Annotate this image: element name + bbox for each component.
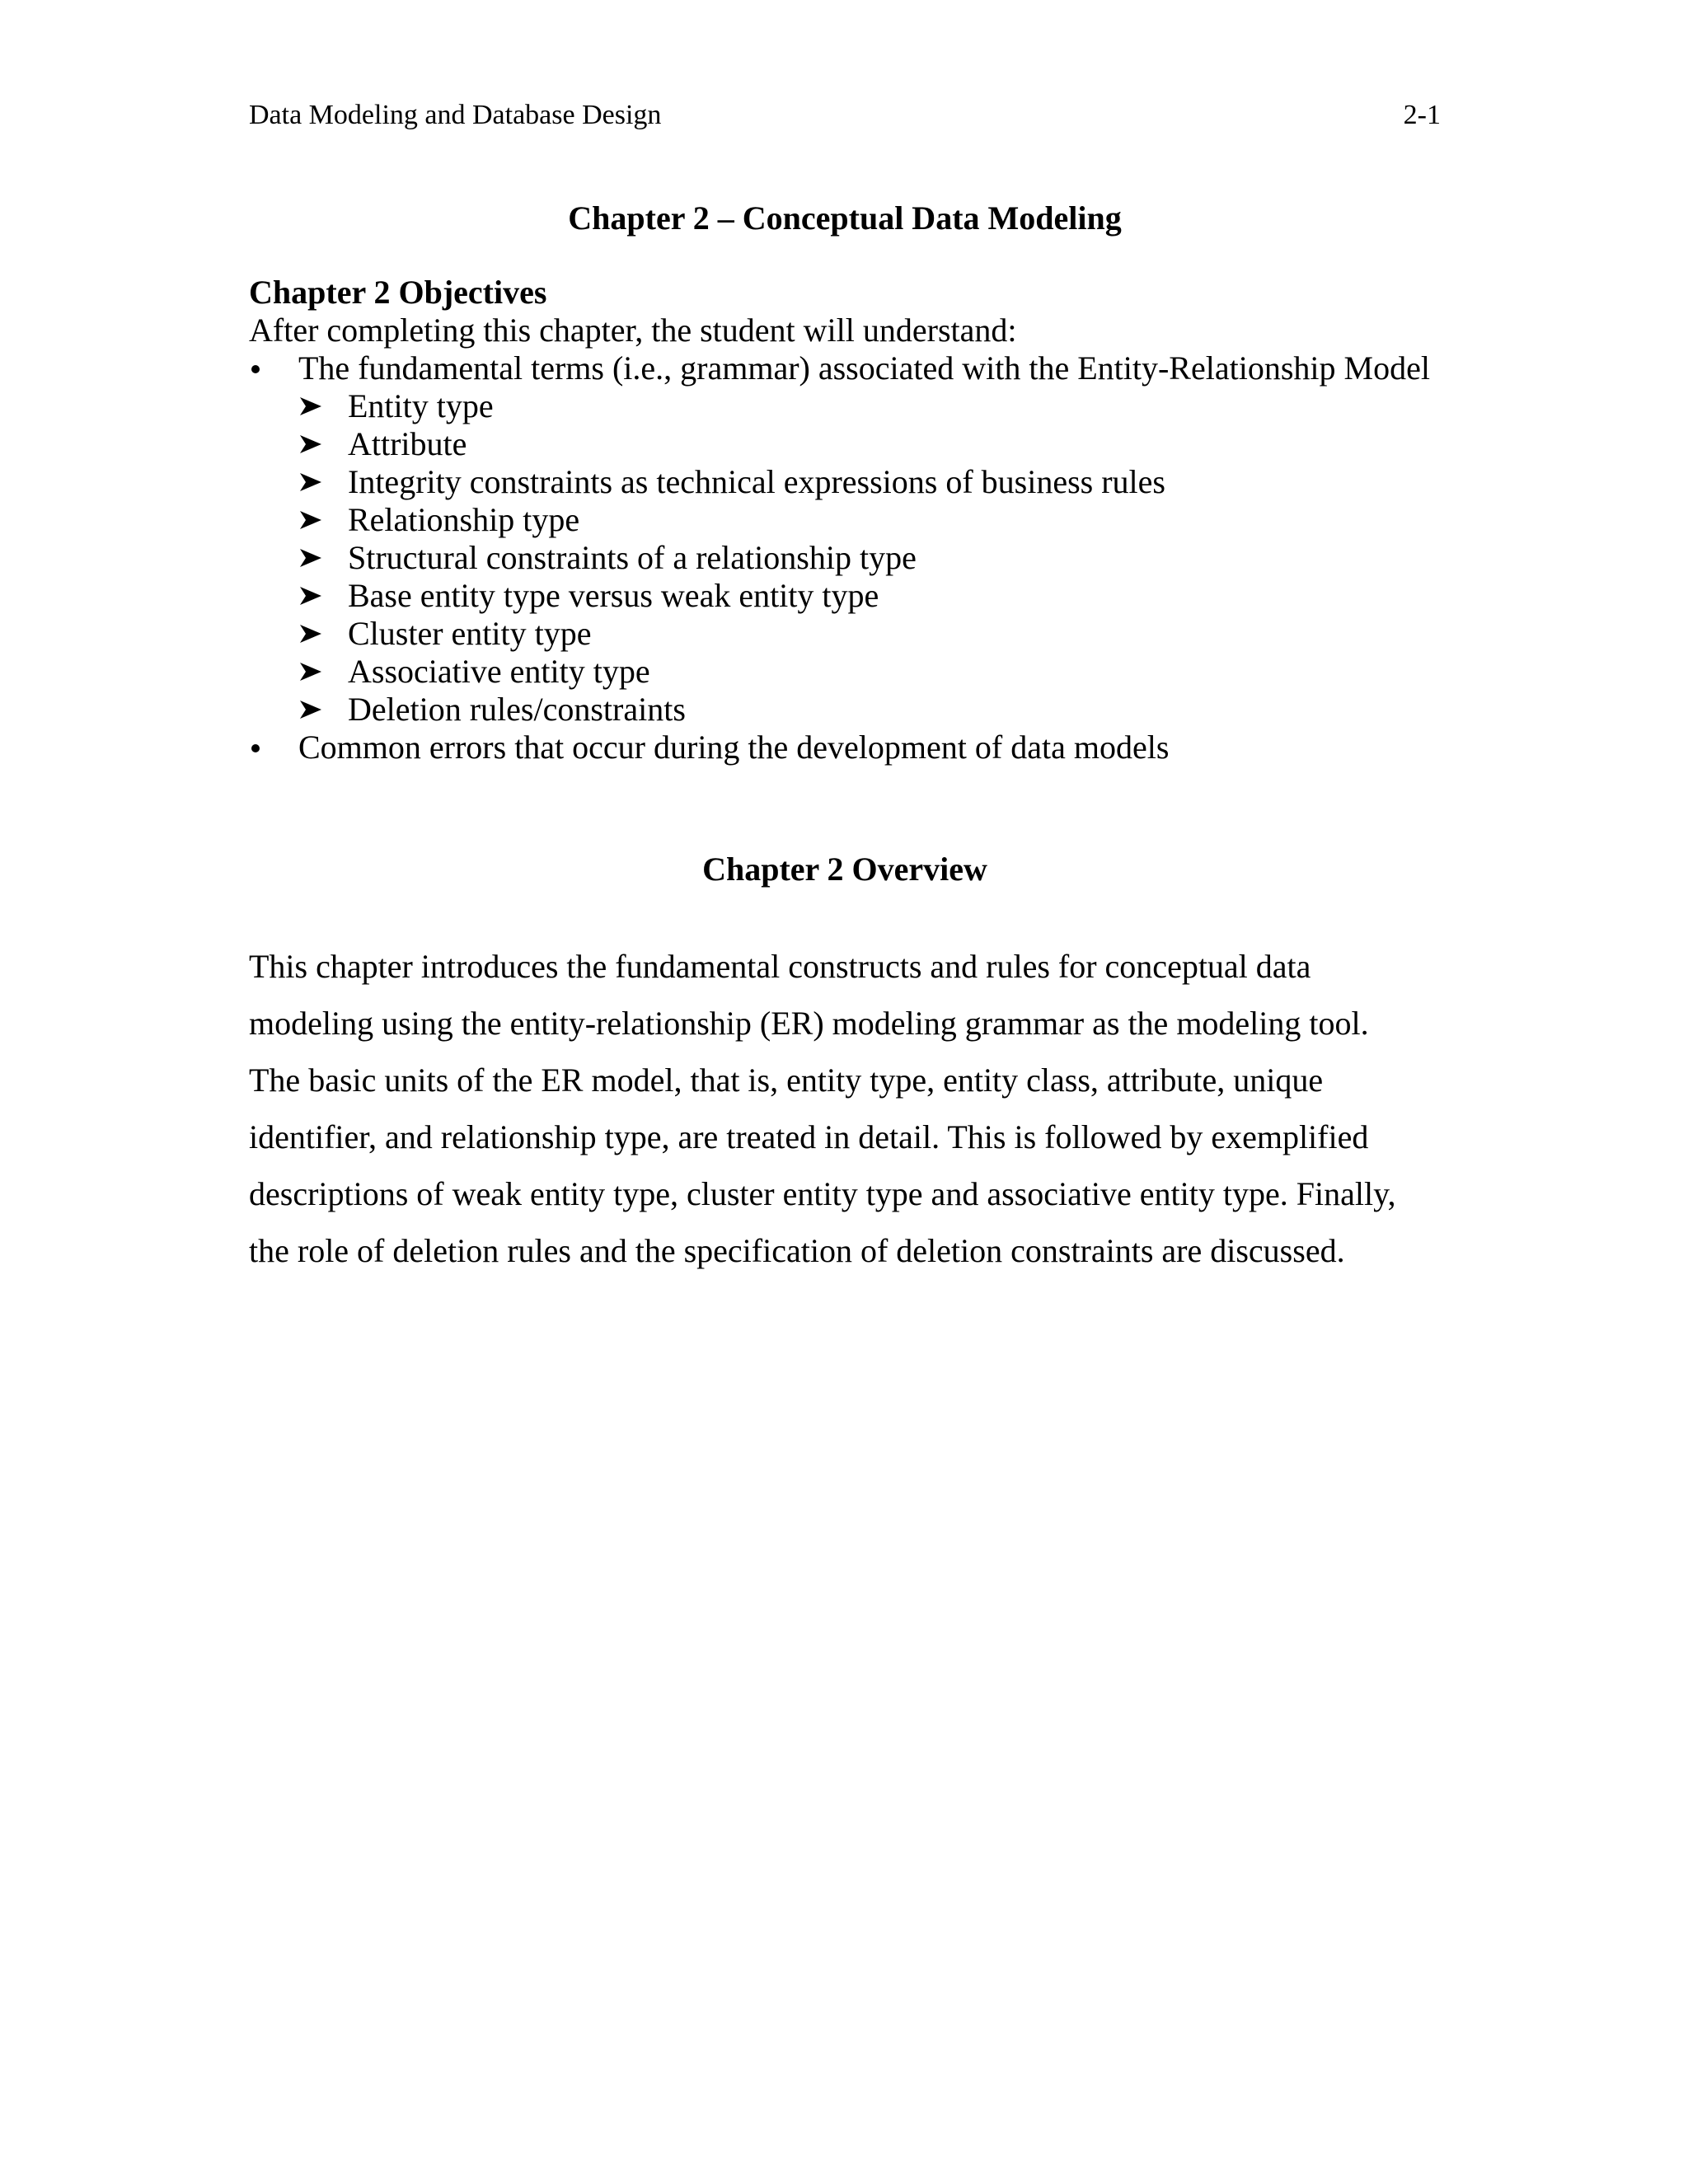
arrow-bullet-icon [298,700,323,719]
page-header [249,97,1441,134]
sub-list [298,387,1485,729]
objectives-list [249,349,1485,766]
sub-list-item-text: Base entity type versus weak entity type [348,577,879,614]
chapter-title: Chapter 2 – Conceptual Data Modeling [568,199,1122,237]
sub-list-item-text: Integrity constraints as technical expressions of business rules [348,463,1165,500]
list-item-text: The fundamental terms (i.e., grammar) associated with the Entity-Relationship Model [298,349,1430,387]
list-item [249,349,1485,729]
sub-list-item [298,615,1485,653]
overview-paragraph [249,938,1461,1279]
overview-line: modeling using the entity-relationship (ER) modeling grammar as the modeling tool. [249,1005,1369,1042]
overview-line: This chapter introduces the fundamental constructs and rules for conceptual data [249,948,1311,985]
arrow-bullet-icon [298,472,323,492]
arrow-bullet-icon [298,662,323,682]
overview-line: the role of deletion rules and the specification of deletion constraints are discussed. [249,1232,1345,1269]
overview-line: identifier, and relationship type, are treated in detail. This is followed by exemplified [249,1118,1369,1155]
arrow-bullet-icon [298,586,323,606]
sub-list-item [298,577,1485,615]
overview-line: The basic units of the ER model, that is, entity type, entity class, attribute, unique [249,1062,1324,1099]
sub-list-item-text: Relationship type [348,501,580,538]
arrow-bullet-icon [298,548,323,568]
list-item-text: Common errors that occur during the development of data models [298,729,1170,766]
arrow-bullet-icon [298,396,323,416]
sub-list-item-text: Entity type [348,387,494,424]
sub-list-item-text: Deletion rules/constraints [348,691,686,728]
bullet-icon [249,349,265,387]
arrow-bullet-icon [298,434,323,454]
arrow-bullet-icon [298,510,323,530]
page-number: 2-1 [1403,100,1441,130]
sub-list-item [298,463,1485,501]
sub-list-item [298,501,1485,539]
objectives-section [249,274,1485,766]
sub-list-item [298,539,1485,577]
overview-heading: Chapter 2 Overview [702,851,987,888]
overview-line: descriptions of weak entity type, cluster entity type and associative entity type. Finally, [249,1175,1396,1212]
sub-list-item [298,425,1485,463]
book-title: Data Modeling and Database Design [249,100,662,130]
bullet-icon [249,729,265,766]
arrow-bullet-icon [298,624,323,644]
sub-list-item [298,387,1485,425]
sub-list-item [298,691,1485,729]
sub-list-item-text: Associative entity type [348,653,650,690]
sub-list-item-text: Cluster entity type [348,615,592,652]
sub-list-item [298,653,1485,691]
sub-list-item-text: Structural constraints of a relationship type [348,539,917,576]
sub-list-item-text: Attribute [348,425,467,462]
objectives-intro: After completing this chapter, the student will understand: [249,312,1017,349]
list-item [249,729,1485,766]
objectives-heading: Chapter 2 Objectives [249,274,547,311]
